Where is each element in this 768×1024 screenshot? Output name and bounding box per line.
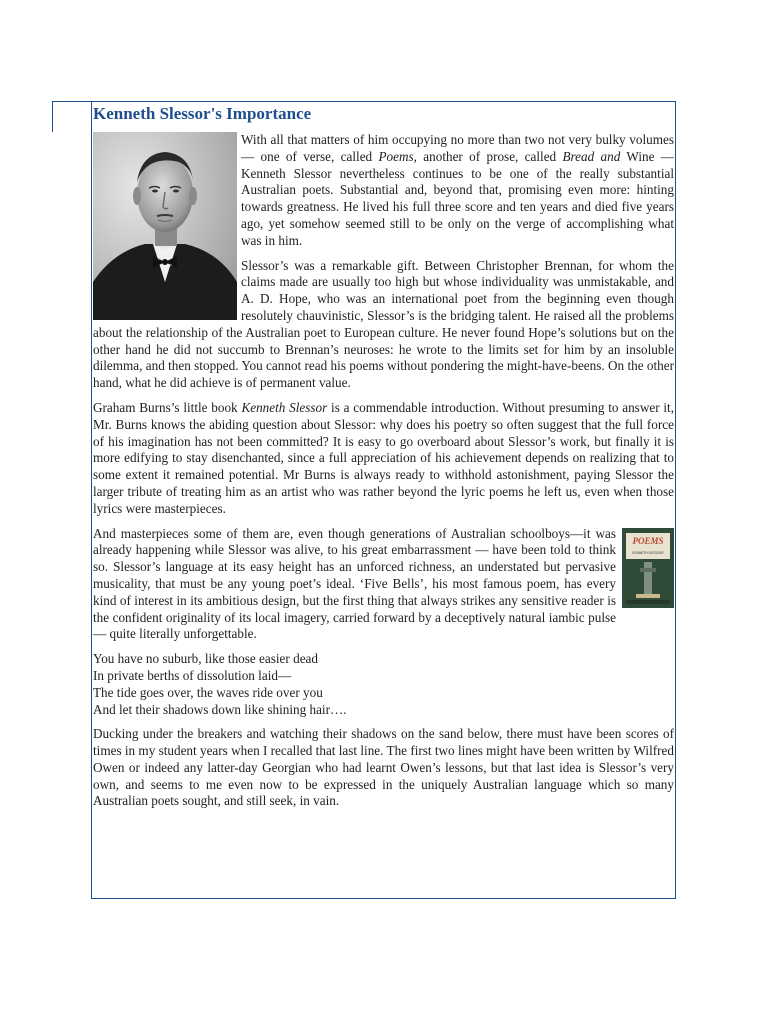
frame-border-right [675,101,676,899]
cover-title: POEMS [632,535,664,546]
poem-line: The tide goes over, the waves ride over you [93,684,323,700]
poem-line: You have no suburb, like those easier dead [93,651,318,667]
poems-book-cover [622,528,674,608]
paragraph-2: Slessor’s was a remarkable gift. Between Christopher Brennan, for whom the claims made are usually too high but whose individuality was unmistakable, and A. D. Hope, who was an international poet from the beginning even though resolutely chauvinistic, Slessor’s is the bridging talent. He raised all the problems about the relationship of the Australian poet to European culture. He never found Hope’s solutions but on the other hand he did not succumb to Brennan’s neuroses: he wrote to the limits set for him by an insoluble dilemma, and then stopped. You cannot read his poems without pondering the might-have-beens. On the other hand, what he did achieve is of permanent value. [93,257,674,391]
paragraph-3-text-b: is a commendable introduction. Without presuming to answer it, Mr. Burns knows the abiding question about Slessor: why does his poetry so often suggest that the full force of his imagination has not been committed? It is easy to go overboard about Slessor’s work, but finally it is more edifying to stay disenchanted, since a full appreciation of his achievement depends on realizing that to some extent it remained potential. Mr Burns is always ready to withhold astonishment, paying Slessor the larger tribute of treating him as an artist who was rather beyond the lyric poems he left us, even when those lyrics were masterpieces. [93,399,674,516]
frame-border-bottom [91,898,676,899]
article [93,104,674,818]
paragraph-4: And masterpieces some of them are, even though generations of Australian schoolboys—it was already happening while Slessor was alive, to his great embarrassment — have been told to think so. Slessor’s language at its easy height has an unforced richness, an understated but pervasive musicality, that must be any young poet’s ideal. ‘Five Bells’, his most famous poem, has every kind of interest in its ambitious design, but the first thing that always strikes any sensitive reader is the confident originality of its local imagery, carried forward by a deceptively natural iambic pulse — quite literally unforgettable. [93,525,616,642]
paragraph-3-text-a: Graham Burns’s little book [93,399,242,415]
article-title: Kenneth Slessor's Importance [93,104,312,123]
paragraph-1-text-a: With all that matters of him occupying no more than two not very bulky volumes — one of verse, called [241,132,674,164]
paragraph-1-text-b: another of prose, called [416,148,563,164]
frame-border-left [91,101,92,899]
bread-and-wine-italic: Bread and [562,148,621,164]
poem-line: In private berths of dissolution laid— [93,667,292,683]
poem-quote [93,651,674,718]
poem-line: And let their shadows down like shining hair…. [93,701,347,717]
paragraph-3 [93,400,674,518]
frame-border-top [52,101,676,102]
cover-author: KENNETH SLESSOR [632,550,664,555]
kenneth-slessor-portrait [93,132,237,320]
paragraph-1-text-c: Wine — Kenneth Slessor nevertheless continues to be one of the really substantial Australian poets. Substantial and, beyond that, promising even more: hinting towards greatness. He lived his full three score and ten years and died five years ago, yet somehow seemed still to be only on the verge of accomplishing what was in him. [241,148,674,248]
paragraph-5: Ducking under the breakers and watching their shadows on the sand below, there must have been scores of times in my student years when I recalled that last line. The first two lines might have been written by Wilfred Owen or indeed any latter-day Georgian who had learnt Owen’s lessons, but that last idea is Slessor’s very own, and seems to me even now to be expressed in the uniquely Australian language which so many Australian poets sought, and still seek, in vain. [93,726,674,809]
poems-title-italic: Poems, [378,148,417,164]
book-title-italic: Kenneth Slessor [241,399,328,415]
